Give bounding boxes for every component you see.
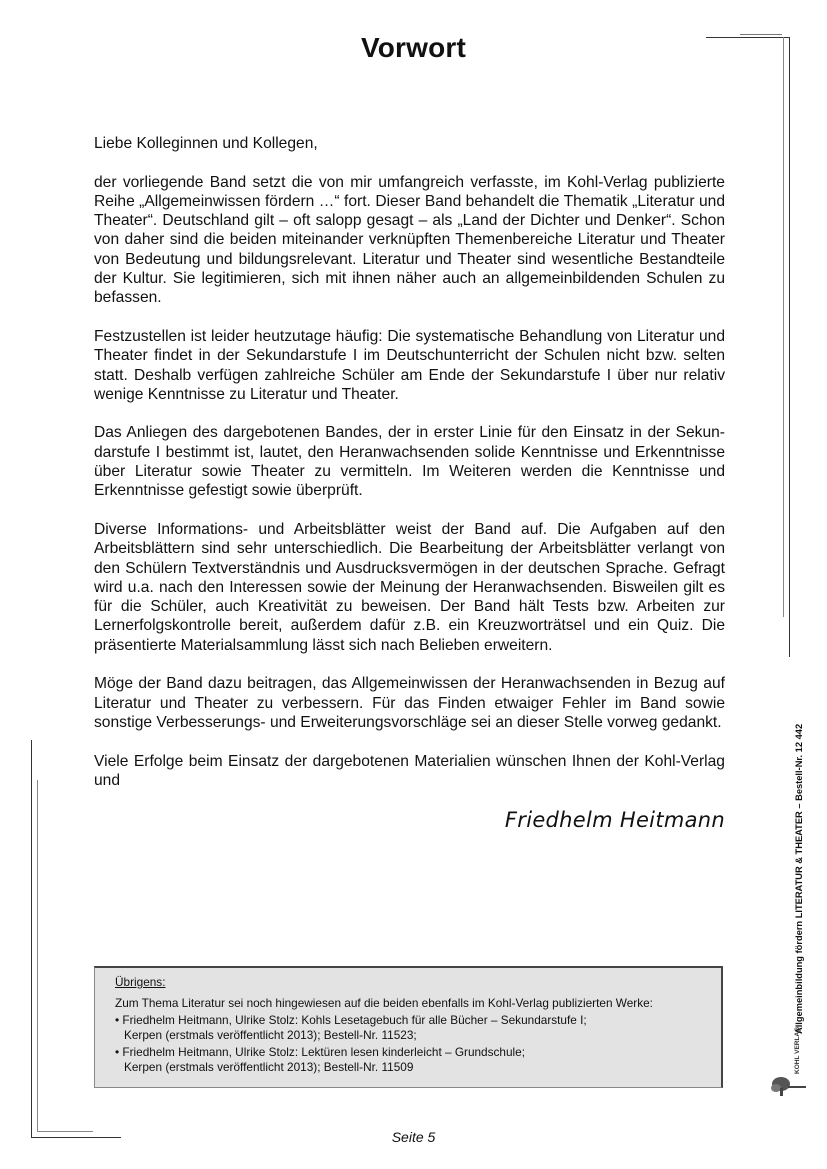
page-title: Vorwort (360, 32, 467, 63)
info-box-heading: Übrigens: (115, 975, 166, 989)
info-box-intro: Zum Thema Literatur sei noch hingewiesen auf die beiden ebenfalls im Kohl-Verlag publizierten Werke: (115, 996, 653, 1010)
sidebar-order-info (784, 674, 804, 1034)
info-box-item (115, 1013, 721, 1043)
info-box-item-line: • Friedhelm Heitmann, Ulrike Stolz: Kohls Lesetagebuch für alle Bücher – Sekundarstufe I; (115, 1013, 587, 1027)
paragraph-5: Möge der Band dazu beitragen, das Allgemeinwissen der Heranwachsenden in Bezug auf Literatur und Theater zu verbessern. Für das Finden etwaiger Fehler im Band sowie sonstige Verbesserungs- und Erweiterungsvorschläge sei an dieser Stelle vorweg gedankt. (94, 675, 725, 731)
closing-paragraph: Viele Erfolge beim Einsatz der dargebotenen Materialien wünschen Ihnen der Kohl-Verlag und (94, 752, 725, 789)
preface-body (94, 134, 725, 809)
publisher-logo (768, 1026, 808, 1098)
salutation: Liebe Kolleginnen und Kollegen, (94, 135, 318, 152)
frame-line-left (31, 740, 32, 1138)
frame-line-right (789, 37, 790, 657)
sidebar-text: Allgemeinbildung fördern LITERATUR & THEATER – Bestell-Nr. 12 442 (794, 723, 804, 1034)
info-box-item-line: Kerpen (erstmals veröffentlicht 2013); Bestell-Nr. 11523; (124, 1028, 417, 1042)
page-number: Seite 5 (391, 1129, 436, 1145)
logo-text: KOHL VERLAG (794, 1026, 801, 1074)
tree-icon (768, 1038, 808, 1098)
info-box-item (115, 1045, 721, 1075)
paragraph-4: Diverse Informations- und Arbeitsblätter weist der Band auf. Die Aufgaben auf den Arbeitsblättern sind sehr unterschiedlich. Die Bearbeitung der Arbeitsblätter verlangt von den Schülern Textverständnis und Ausdrucksvermögen in der deutschen Sprache. Gefragt wird u.a. nach den Interessen sowie der Meinung der Heranwachsenden. Bisweilen gilt es für die Schüler, auch Kreativität zu beweisen. Der Band hält Tests bzw. Arbeiten zur Lernerfolgskontrolle bereit, außerdem dafür z.B. ein Kreuzworträtsel und ein Quiz. Die präsentierte Materialsammlung lässt sich nach Belieben erweitern. (94, 520, 725, 654)
paragraph-1: der vorliegende Band setzt die von mir umfangreich verfasste, im Kohl-Verlag publizierte Reihe „Allgemeinwissen fördern …“ fort. Dieser Band behandelt die Thematik „Literatur und Theater“. Deutschland gilt – oft salopp gesagt – als „Land der Dichter und Denker“. Schon von daher sind die beiden miteinander verknüpften Themenbereiche Literatur und Theater von Bedeutung und bildungsrelevant. Literatur und Theater sind wesentliche Bestandteile der Kultur. Sie legitimieren, sich mit ihnen näher auch an allgemeinbildenden Schulen zu befassen. (94, 173, 725, 307)
info-box-item-line: Kerpen (erstmals veröffentlicht 2013); Bestell-Nr. 11509 (124, 1060, 414, 1074)
author-signature: Friedhelm Heitmann (504, 808, 725, 832)
paragraph-2: Festzustellen ist leider heutzutage häufig: Die systematische Behandlung von Literatur und Theater findet in der Sekundarstufe I im Deutschunterricht der Schulen nicht bzw. selten statt. Deshalb verfügen zahlreiche Schüler am Ende der Sekundarstufe I über nur relativ wenige Kenntnisse zu Literatur und Theater. (94, 327, 725, 403)
frame-line-left-inner (37, 780, 38, 1132)
paragraph-3: Das Anliegen des dargebotenen Bandes, der in erster Linie für den Einsatz in der Sekundarstufe I bestimmt ist, lautet, den Heranwachsenden solide Kenntnisse und Erkenntnisse über Literatur sowie Theater zu vermitteln. Im Weiteren werden die Kenntnisse und Erkenntnisse gefestigt sowie überprüft. (94, 424, 725, 500)
info-box (94, 966, 723, 1088)
frame-line-right-inner (783, 37, 784, 617)
info-box-item-line: • Friedhelm Heitmann, Ulrike Stolz: Lektüren lesen kinderleicht – Grundschule; (115, 1045, 525, 1059)
